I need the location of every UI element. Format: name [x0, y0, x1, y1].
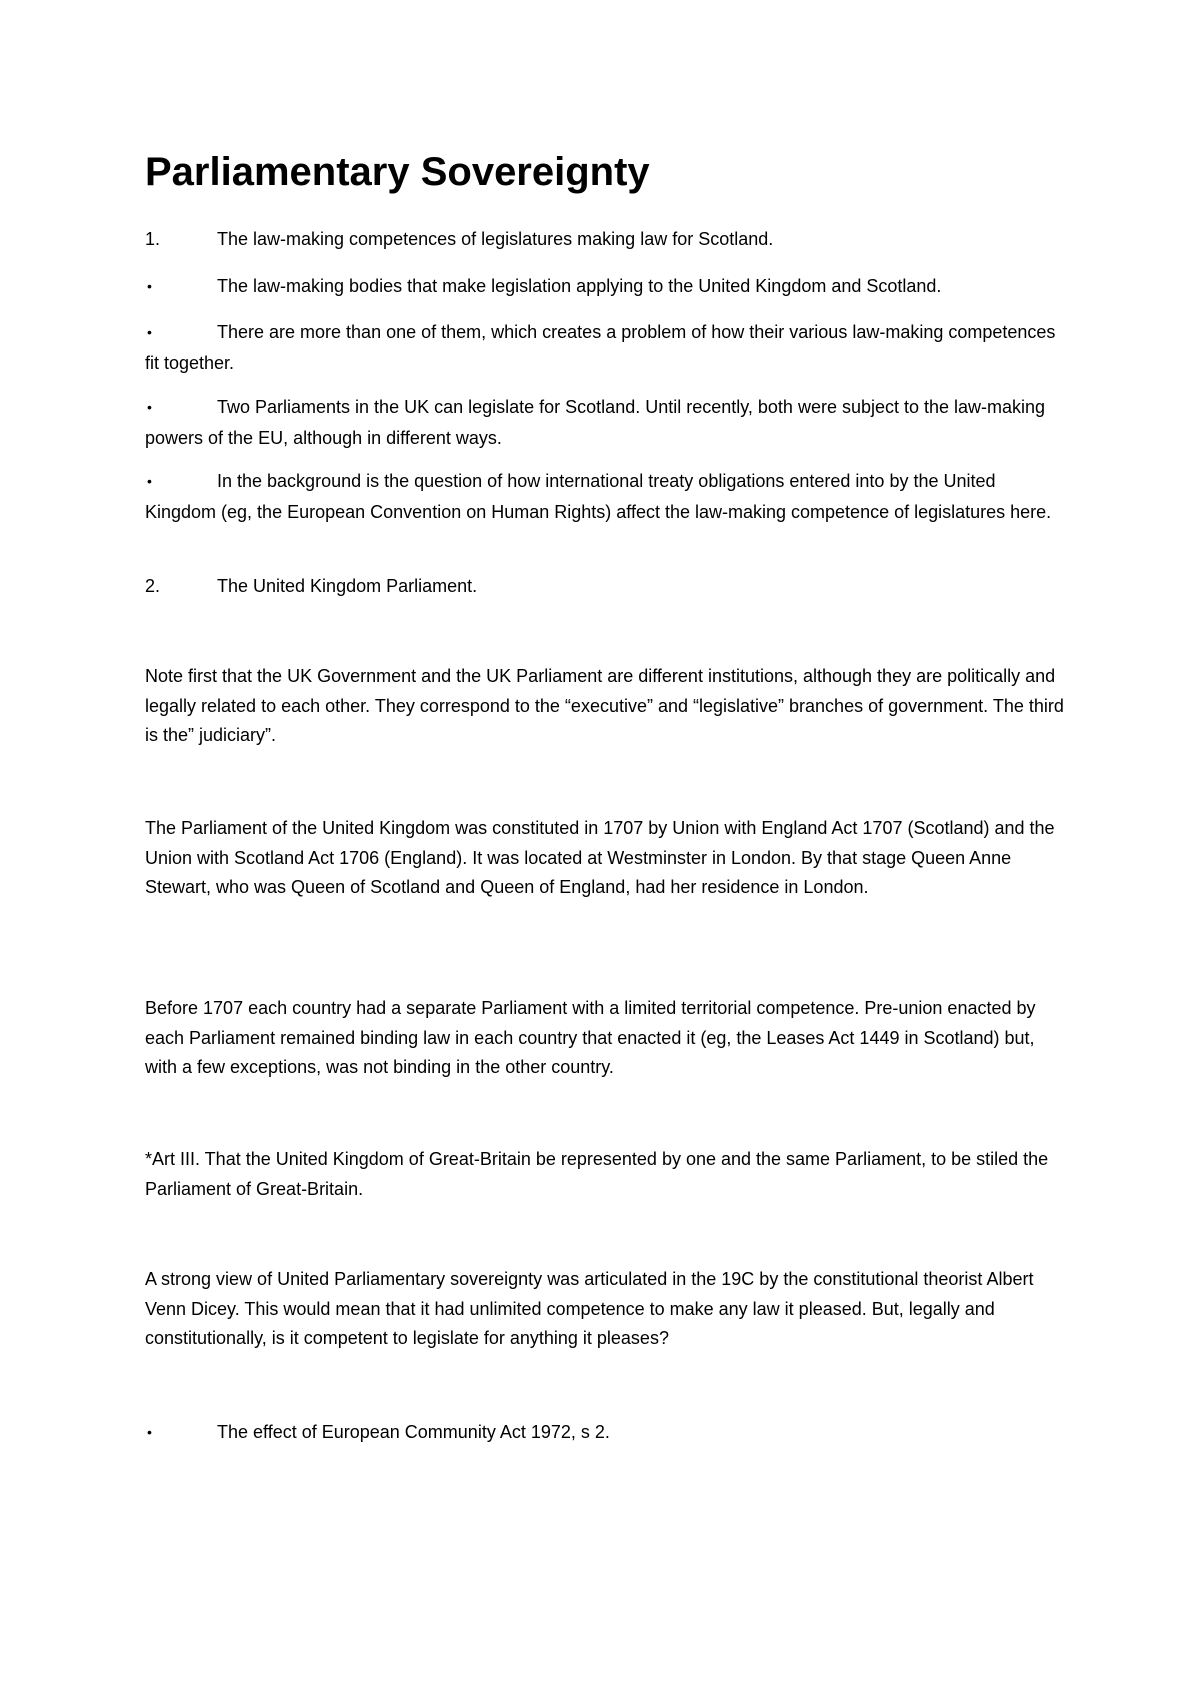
list-item-text: The law-making competences of legislatures making law for Scotland.: [217, 229, 774, 249]
list-marker: 1.: [145, 229, 161, 249]
page-title: Parliamentary Sovereignty: [145, 150, 650, 194]
list-item-text: The effect of European Community Act 1972, s 2.: [217, 1422, 610, 1442]
body-paragraph: Note first that the UK Government and the UK Parliament are different institutions, although they are politically and legally related to each other. They correspond to the “executive” and “legislative” branches of government. The third is the” judiciary”.: [145, 666, 1064, 745]
list-item-text: The law-making bodies that make legislation applying to the United Kingdom and Scotland.: [217, 276, 942, 296]
bullet-icon: •: [147, 1424, 152, 1440]
bullet-icon: •: [147, 324, 152, 340]
body-paragraph: The Parliament of the United Kingdom was constituted in 1707 by Union with England Act 1707 (Scotland) and the Union with Scotland Act 1706 (England). It was located at Westminster in London. By that stage Queen Anne Stewart, who was Queen of Scotland and Queen of England, had her residence in London.: [145, 818, 1055, 897]
list-item: [145, 393, 1065, 453]
bullet-icon: •: [147, 473, 152, 489]
body-paragraph: *Art III. That the United Kingdom of Great-Britain be represented by one and the same Parliament, to be stiled the Parliament of Great-Britain.: [145, 1149, 1049, 1199]
list-item: [145, 225, 1065, 255]
list-item-text: In the background is the question of how international treaty obligations entered into by the United Kingdom (eg, the European Convention on Human Rights) affect the law-making competence of legislatures here.: [145, 471, 1052, 522]
list-item: [145, 318, 1065, 378]
bullet-icon: •: [147, 399, 152, 415]
list-item: [145, 467, 1065, 527]
list-item: [145, 272, 1065, 303]
body-paragraph: Before 1707 each country had a separate Parliament with a limited territorial competence. Pre-union enacted by each Parliament remained binding law in each country that enacted it (eg, the Leases Act 1449 in Scotland) but, with a few exceptions, was not binding in the other country.: [145, 998, 1036, 1077]
list-marker: 2.: [145, 576, 161, 596]
list-item-text: The United Kingdom Parliament.: [217, 576, 478, 596]
list-item-text: Two Parliaments in the UK can legislate for Scotland. Until recently, both were subject to the law-making powers of the EU, although in different ways.: [145, 397, 1046, 448]
bullet-icon: •: [147, 278, 152, 294]
body-paragraph: A strong view of United Parliamentary sovereignty was articulated in the 19C by the constitutional theorist Albert Venn Dicey. This would mean that it had unlimited competence to make any law it pleased. But, legally and constitutionally, is it competent to legislate for anything it pleases?: [145, 1269, 1034, 1348]
list-item: [145, 1418, 1065, 1449]
list-item-text: There are more than one of them, which creates a problem of how their various law-making competences fit together.: [145, 322, 1056, 373]
list-item: [145, 572, 1065, 602]
